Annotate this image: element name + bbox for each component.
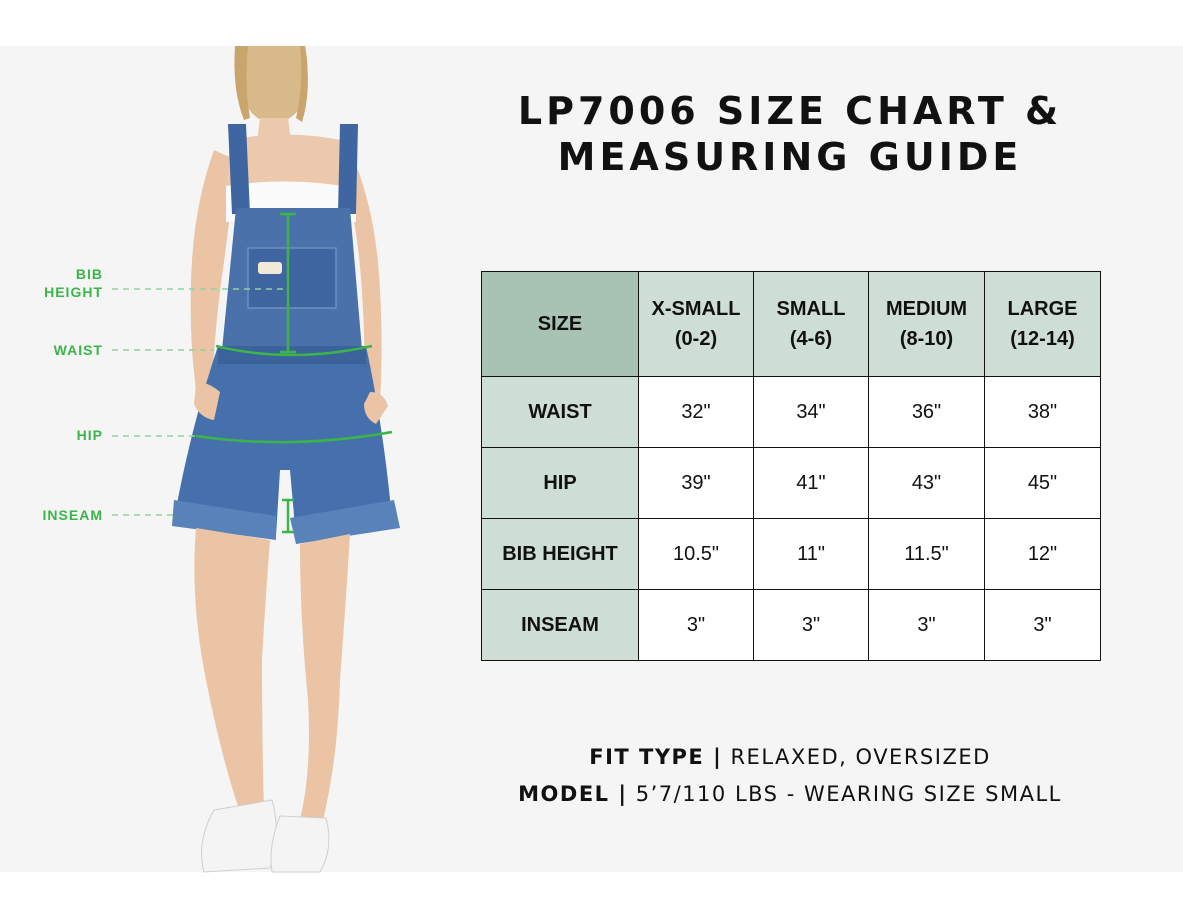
table-cell: 3" xyxy=(869,590,985,661)
row-label: HIP xyxy=(482,448,639,519)
size-chart-table xyxy=(481,271,1101,661)
column-name: MEDIUM xyxy=(885,298,968,320)
table-cell: 34" xyxy=(754,377,869,448)
column-range: (0-2) xyxy=(674,328,718,350)
table-cell: 43" xyxy=(869,448,985,519)
bib-height-label-line2: HEIGHT xyxy=(44,284,103,300)
model-illustration xyxy=(0,0,470,899)
column-header-medium xyxy=(869,272,985,377)
column-header-large xyxy=(985,272,1101,377)
column-range: (8-10) xyxy=(899,328,954,350)
page-title-line2: MEASURING GUIDE xyxy=(557,135,1023,179)
fit-type-label: FIT TYPE | xyxy=(589,745,723,769)
table-cell: 11" xyxy=(754,519,869,590)
model-value: 5’7/110 LBS - WEARING SIZE SMALL xyxy=(635,782,1062,806)
table-cell: 3" xyxy=(754,590,869,661)
table-cell: 3" xyxy=(639,590,754,661)
model-figure xyxy=(0,0,470,899)
fit-type-line xyxy=(480,745,1100,769)
table-cell: 45" xyxy=(985,448,1101,519)
bib-height-label-line1: BIB xyxy=(75,266,103,282)
column-range: (4-6) xyxy=(789,328,833,350)
column-header-small xyxy=(754,272,869,377)
table-cell: 32" xyxy=(639,377,754,448)
bib-height-label xyxy=(0,265,103,301)
table-row-bib-height xyxy=(482,519,1101,590)
page-title xyxy=(480,88,1100,180)
size-header: SIZE xyxy=(482,272,639,377)
column-name: SMALL xyxy=(776,298,846,320)
inseam-label: INSEAM xyxy=(42,507,103,523)
row-label: WAIST xyxy=(482,377,639,448)
column-name: X-SMALL xyxy=(651,298,741,320)
table-cell: 38" xyxy=(985,377,1101,448)
waist-label: WAIST xyxy=(53,342,103,358)
column-range: (12-14) xyxy=(1010,328,1075,350)
model-label: MODEL | xyxy=(518,782,628,806)
fit-type-value: RELAXED, OVERSIZED xyxy=(730,745,991,769)
column-name: LARGE xyxy=(1007,298,1078,320)
table-row-hip xyxy=(482,448,1101,519)
table-cell: 39" xyxy=(639,448,754,519)
hip-label: HIP xyxy=(76,427,103,443)
table-row-waist xyxy=(482,377,1101,448)
table-row-inseam xyxy=(482,590,1101,661)
table-cell: 12" xyxy=(985,519,1101,590)
table-cell: 3" xyxy=(985,590,1101,661)
row-label: BIB HEIGHT xyxy=(482,519,639,590)
table-cell: 36" xyxy=(869,377,985,448)
model-info-line xyxy=(480,782,1100,806)
table-cell: 10.5" xyxy=(639,519,754,590)
table-cell: 11.5" xyxy=(869,519,985,590)
column-header-xsmall xyxy=(639,272,754,377)
page-title-line1: LP7006 SIZE CHART & xyxy=(517,89,1063,133)
table-cell: 41" xyxy=(754,448,869,519)
row-label: INSEAM xyxy=(482,590,639,661)
table-header-row xyxy=(482,272,1101,377)
